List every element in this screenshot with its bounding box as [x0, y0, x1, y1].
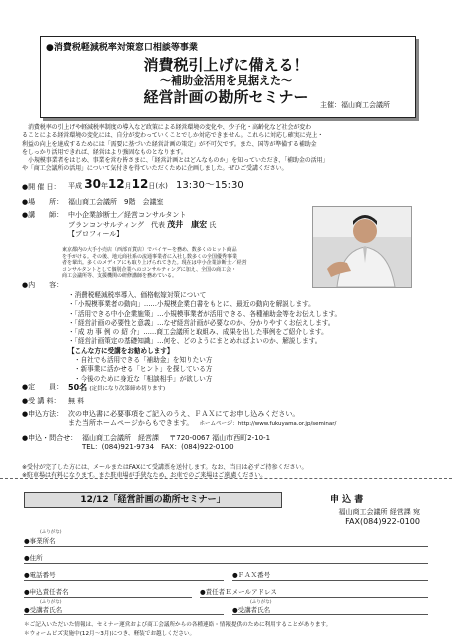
contact-org: 福山商工会議所 経営課 [82, 434, 159, 442]
date-value [68, 177, 428, 191]
lecturer-company-name: ブランコンサルティング 代表 [68, 221, 165, 229]
cut-line [0, 478, 452, 479]
footer-note: ＊ウォームビズ実施中(12月～3月)につき、軽装でお越しください。 [24, 631, 196, 637]
date-year-unit: 年 [100, 182, 108, 190]
fee-label: ●受 講 料： [22, 397, 61, 405]
address-label: ●住所 [24, 554, 43, 562]
applicant-field[interactable] [24, 597, 192, 598]
lecturer-company [68, 220, 308, 230]
profile-line: コンサルタントとして個別企業へのコンサルティングに加え、全国の商工会・ [62, 266, 237, 273]
attendee2-field[interactable] [232, 614, 428, 615]
footer-note: ＊ご記入いただいた情報は、セミナー運営および商工会議所からの各種連絡・情報提供のために利用することがあります。 [24, 622, 332, 628]
attendee2-label: ●受講者氏名 [232, 606, 271, 614]
profile-heading: 【プロフィール】 [68, 230, 124, 238]
capacity-number: 50名 [68, 383, 88, 392]
lecturer-value [68, 211, 308, 239]
date-row [22, 177, 442, 196]
content-label: ●内 容： [22, 281, 64, 289]
profile-line: 商工会議所等、支援機関の研修講師を務めている。 [62, 273, 178, 280]
lecturer-row [22, 211, 312, 241]
company-field[interactable] [24, 546, 428, 547]
contact-line-1 [82, 434, 442, 443]
notice-line: ※駐車場は有料になります。また駐車場が手狭なため、お車でのご来場はご遠慮ください。 [22, 472, 267, 479]
intro-line: をしっかり活用できれば、経営はより強固なものとなります。 [22, 148, 187, 156]
seminar-title: 経営計画の勘所セミナー [143, 88, 309, 106]
notice-line: ※受付が完了した方には、メールまたはFAXにて受講票を送付します。なお、当日は必ずご持参ください。 [22, 464, 308, 471]
content-item: ・「小規模事業者の動向」……小規模企業白書をもとに、最近の動向を解説します。 [68, 300, 315, 309]
organizer: 主催：福山商工会議所 [320, 101, 390, 109]
method-row [22, 410, 442, 430]
lecturer-honorific: 氏 [209, 221, 217, 229]
company-label: ●事業所名 [24, 537, 56, 545]
furigana-label: (ふりがな) [40, 530, 62, 535]
profile-line: を手がける。その後、地元商社系の流通事業者に入社し数多くの全国優秀事業 [62, 253, 238, 260]
lecturer-title: 中小企業診断士／経営コンサルタント [68, 211, 187, 219]
date-year: 30 [84, 177, 101, 191]
fee-row [22, 397, 442, 407]
method-line-2 [68, 419, 428, 429]
date-prefix: 平成 [68, 182, 82, 190]
date-weekday: (水) [155, 182, 168, 190]
homepage-link[interactable]: ホームページ：http://www.fukuyama.or.jp/seminar/ [199, 421, 337, 427]
intro-line: や「商工会議所の活用」について気付きを得ていただくために企画しました。ぜひご受講ください。 [22, 165, 288, 173]
contact-address: 〒720-0067 福山市西町2-10-1 [169, 434, 271, 442]
method-line: 次の申込書に必要事項をご記入のうえ、ＦＡＸにてお申し込みください。 [68, 410, 300, 418]
recommend-item: ・新事業に活かせる「ヒント」を探している方 [74, 365, 213, 374]
profile-text [62, 247, 306, 280]
main-title: 消費税引上げに備える！ [143, 56, 309, 74]
intro-line: ることによる経営環境の変化には、自分が変わっていくことでしか対応できません。これらに対応し確実に売上・ [22, 132, 324, 140]
fax-field[interactable] [232, 580, 428, 581]
intro-line: 利益の向上を達成するためには「需要に基づいた経営計画の策定」が不可欠です。また、国等が準備する補助金 [22, 140, 317, 148]
date-month: 12 [107, 177, 125, 191]
method-label: ●申込方法： [22, 410, 64, 418]
contact-label: ●申込・問合せ： [22, 434, 78, 442]
capacity-value [68, 383, 428, 394]
recommend-item: ・今後のために身近な「相談相手」が欲しい方 [74, 374, 213, 383]
contact-value [82, 434, 442, 452]
address-field[interactable] [24, 563, 428, 564]
fax-label: ●ＦＡＸ番号 [232, 571, 271, 579]
recipient [280, 508, 420, 526]
contact-phone: TEL：(084)921-9734 FAX：(084)922-0100 [82, 443, 234, 451]
subtitle: ～補助金活用を見据えた～ [160, 74, 292, 87]
date-month-unit: 月 [124, 182, 132, 190]
lecturer-name: 茂井 康宏 [167, 220, 208, 229]
apply-title: 申 込 書 [330, 495, 364, 505]
venue-label: ●場 所： [22, 198, 64, 206]
form-title-bar: 12/12「経営計画の勘所セミナー」 [24, 492, 282, 508]
lecturer-label: ●講 師： [22, 211, 64, 219]
content-list [68, 291, 428, 384]
content-item: ・「活用できる中小企業施策」…小規模事業者が活用できる、各種補助金等をお伝えします。 [68, 309, 342, 318]
furigana-label: (ふりがな) [250, 600, 272, 605]
date-label: ●開 催 日： [22, 183, 61, 191]
attendee1-field[interactable] [24, 614, 224, 615]
email-label: ●責任者Ｅメールアドレス [200, 588, 277, 596]
capacity-row [22, 383, 442, 393]
recipient-line: 福山商工会議所 経営課 宛 [338, 508, 420, 516]
phone-label: ●電話番号 [24, 571, 56, 579]
date-day: 12 [131, 177, 149, 191]
lecturer-photo [312, 206, 412, 288]
content-item: ・「経営計画の必要性と意義」…なぜ経営計画が必要なのか、分かりやすくお伝えします。 [68, 318, 335, 327]
contact-row [22, 434, 442, 454]
intro-paragraph [22, 124, 436, 174]
phone-field[interactable] [24, 580, 224, 581]
project-tag: ●消費税軽減税率対策窓口相談等事業 [46, 43, 198, 53]
content-item: ・「成 功 事 例 の 紹 介」……商工会議所と取組み、成果を出した事例をご紹介します。 [68, 328, 328, 337]
email-field[interactable] [200, 597, 428, 598]
date-day-unit: 日 [148, 182, 156, 190]
intro-line: 消費税率の引上げや軽減税率制度の導入など政策による経営環境の変化や、少子化・高齢化など社会が変わ [28, 124, 312, 131]
capacity-note: (定員になり次第締め切ります) [89, 386, 166, 392]
content-item: ・「経営計画策定の基礎知識」…何を、どのようにまとめればよいのか、解説します。 [68, 337, 322, 346]
fee-value: 無 料 [68, 397, 85, 405]
content-item: ・消費税軽減税率導入、価格転嫁対策について [68, 291, 207, 299]
recipient-fax: FAX(084)922-0100 [345, 517, 420, 526]
method-value [68, 410, 428, 429]
venue-value: 福山商工会議所 9階 会議室 [68, 198, 164, 206]
furigana-label: (ふりがな) [40, 600, 62, 605]
attendee1-label: ●受講者氏名 [24, 606, 63, 614]
lecturer-photo-illustration [313, 207, 411, 287]
recommend-item: ・自社でも活用できる「補助金」を知りたい方 [74, 356, 213, 365]
intro-line: 小規模事業者をはじめ、事業を営む皆さまに、「経営計画とはどんなものか」を知っていただき、「補助金の活用」 [28, 157, 329, 165]
applicant-label: ●申込責任者名 [24, 588, 69, 596]
profile-line: 者を輩出。多くのメディアにも取り上げられてきた。現在は中小企業診断士／経営 [62, 260, 247, 267]
method-homepage-text: また当所ホームページからもできます。 [68, 419, 194, 427]
profile-line: 東京都内の大手小売店（西部百貨店）でバイヤーを務め、数多くのヒット商品 [62, 247, 237, 253]
date-time: 13:30～15:30 [176, 180, 244, 191]
capacity-label: ●定 員： [22, 383, 64, 391]
recommend-heading: 【こんな方に受講をお勧めします】 [68, 346, 174, 355]
